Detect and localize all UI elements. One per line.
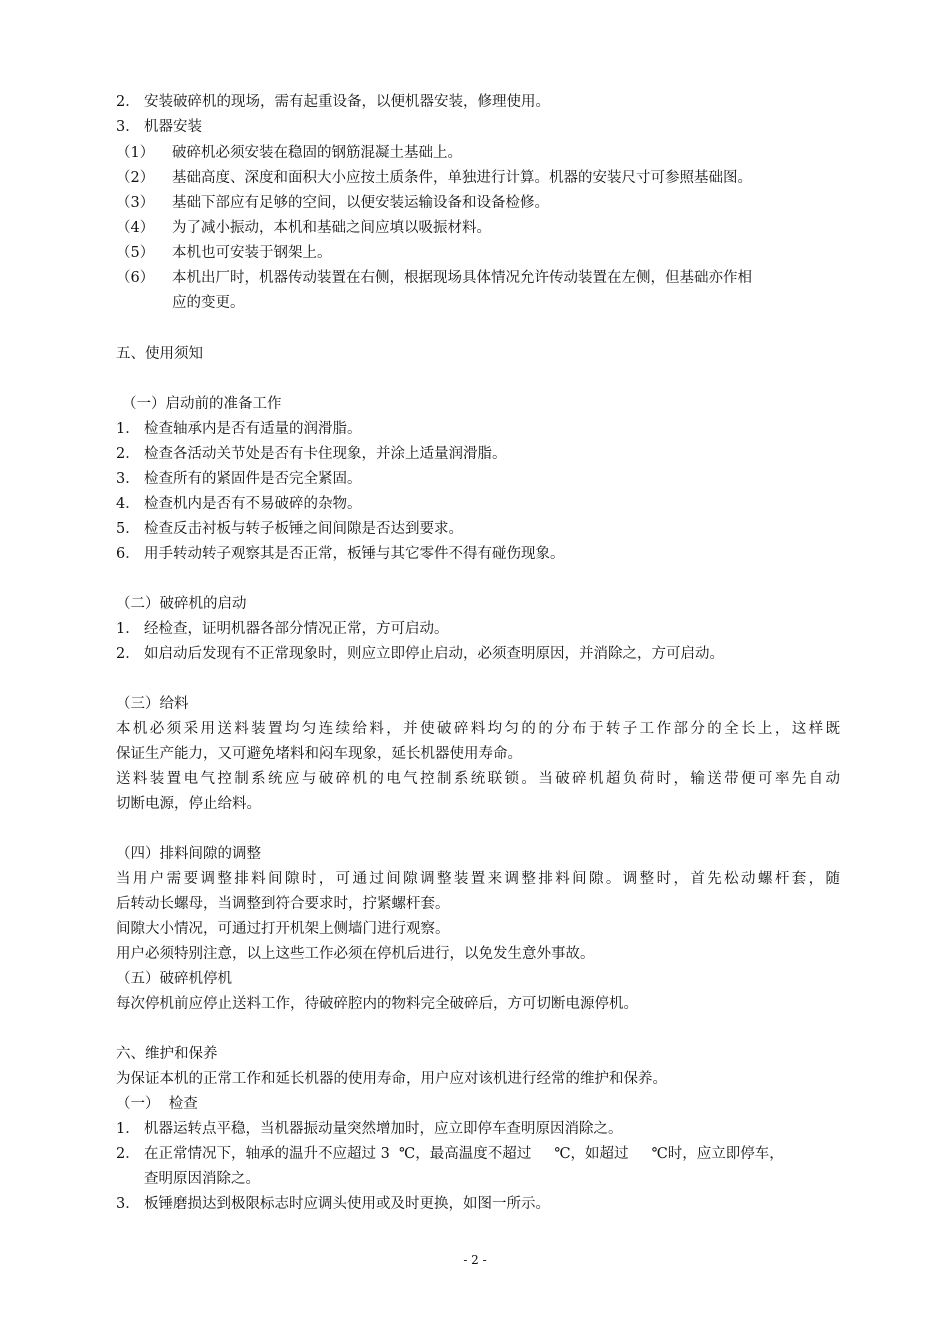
feed-para-1-line-1: 本机必须采用送料装置均匀连续给料，并使破碎料均匀的的分布于转子工作部分的全长上，这样既: [116, 721, 840, 737]
install-sub-5: （5） 本机也可安装于钢架上。: [116, 245, 332, 261]
prep-item-2: 2． 检查各活动关节处是否有卡住现象，并涂上适量润滑脂。: [116, 446, 507, 462]
install-sub-6-cont: 应的变更。: [172, 295, 245, 311]
feed-para-2-line-2: 切断电源，停止给料。: [116, 796, 261, 812]
prep-item-4: 4． 检查机内是否有不易破碎的杂物。: [116, 496, 362, 512]
gap-para-3: 用户必须特别注意，以上这些工作必须在停机后进行，以免发生意外事故。: [116, 946, 595, 962]
check-item-2: 2． 在正常情况下，轴承的温升不应超过 3 ℃，最高温度不超过 ℃，如超过 ℃时，应立即停车，: [116, 1146, 784, 1162]
install-sub-6: （6） 本机出厂时，机器传动装置在右侧，根据现场具体情况允许传动装置在左侧，但基础亦作相: [116, 270, 752, 286]
install-sub-2: （2） 基础高度、深度和面积大小应按土质条件，单独进行计算。机器的安装尺寸可参照基础图。: [116, 170, 752, 186]
start-item-1: 1． 经检查，证明机器各部分情况正常，方可启动。: [116, 621, 449, 637]
check-item-1: 1． 机器运转点平稳，当机器振动量突然增加时，应立即停车查明原因消除之。: [116, 1121, 623, 1137]
install-sub-4: （4） 为了减小振动，本机和基础之间应填以吸振材料。: [116, 220, 491, 236]
stop-title: （五）破碎机停机: [116, 971, 232, 987]
feed-title: （三）给料: [116, 696, 189, 712]
page-number: - 2 -: [463, 1253, 487, 1267]
prep-title: （一）启动前的准备工作: [122, 396, 282, 412]
section-6-intro: 为保证本机的正常工作和延长机器的使用寿命，用户应对该机进行经常的维护和保养。: [116, 1071, 667, 1087]
install-item-3: 3． 机器安装: [116, 119, 202, 135]
section-5-title: 五、使用须知: [116, 346, 203, 362]
gap-para-1-line-1: 当用户需要调整排料间隙时，可通过间隙调整装置来调整排料间隙。调整时，首先松动螺杆套，随: [116, 871, 840, 887]
start-title: （二）破碎机的启动: [116, 596, 247, 612]
gap-para-1-line-2: 后转动长螺母，当调整到符合要求时，拧紧螺杆套。: [116, 896, 450, 912]
prep-item-6: 6． 用手转动转子观察其是否正常，板锤与其它零件不得有碰伤现象。: [116, 546, 565, 562]
check-title: （一） 检查: [116, 1096, 198, 1112]
check-item-2-cont: 查明原因消除之。: [144, 1171, 260, 1187]
prep-item-3: 3． 检查所有的紧固件是否完全紧固。: [116, 471, 362, 487]
feed-para-2-line-1: 送料装置电气控制系统应与破碎机的电气控制系统联锁。当破碎机超负荷时，输送带便可率先自动: [116, 771, 840, 787]
gap-para-2: 间隙大小情况，可通过打开机架上侧墙门进行观察。: [116, 921, 450, 937]
install-item-2: 2． 安装破碎机的现场，需有起重设备，以便机器安装，修理使用。: [116, 94, 550, 110]
install-sub-3: （3） 基础下部应有足够的空间，以便安装运输设备和设备检修。: [116, 195, 549, 211]
gap-title: （四）排料间隙的调整: [116, 846, 261, 862]
check-item-3: 3． 板锤磨损达到极限标志时应调头使用或及时更换，如图一所示。: [116, 1196, 550, 1212]
stop-para-1: 每次停机前应停止送料工作，待破碎腔内的物料完全破碎后，方可切断电源停机。: [116, 996, 638, 1012]
section-6-title: 六、维护和保养: [116, 1046, 218, 1062]
feed-para-1-line-2: 保证生产能力，又可避免堵料和闷车现象，延长机器使用寿命。: [116, 746, 522, 762]
prep-item-5: 5． 检查反击衬板与转子板锤之间间隙是否达到要求。: [116, 521, 463, 537]
install-sub-1: （1） 破碎机必须安装在稳固的钢筋混凝土基础上。: [116, 145, 462, 161]
prep-item-1: 1． 检查轴承内是否有适量的润滑脂。: [116, 421, 362, 437]
start-item-2: 2． 如启动后发现有不正常现象时，则应立即停止启动，必须查明原因，并消除之，方可启动。: [116, 646, 724, 662]
